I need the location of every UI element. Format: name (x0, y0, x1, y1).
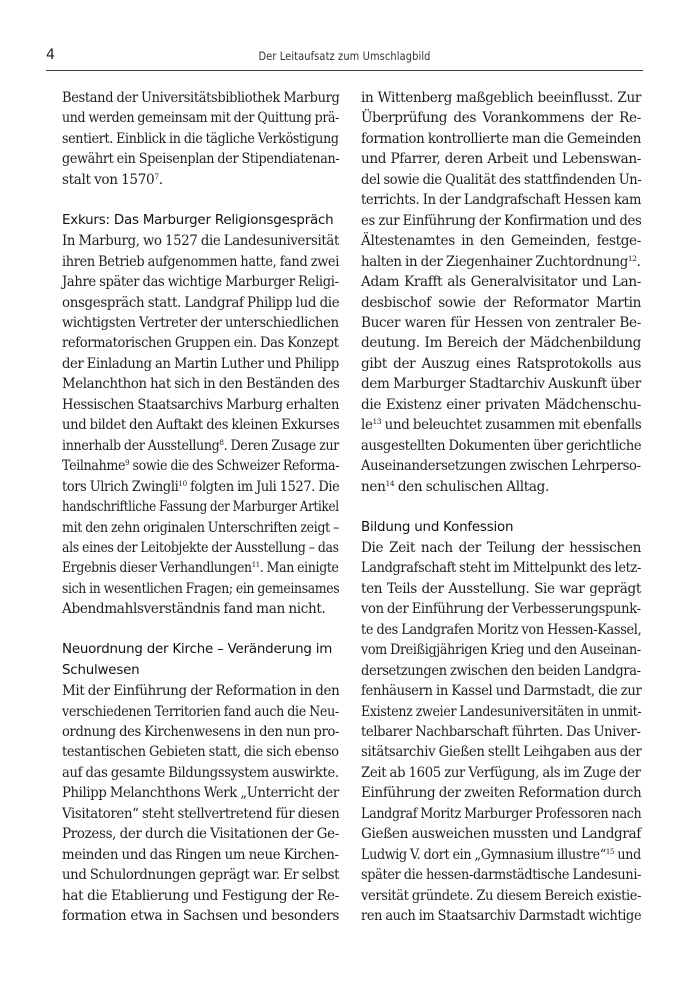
text-line: sich in wesentlichen Fragen; ein gemeinsames (62, 580, 340, 597)
text-line: ordnung des Kirchenwesens in den nun pro- (62, 724, 340, 741)
text-line: Prozess, der durch die Visitationen der Ge- (62, 826, 339, 843)
text-line: später die hessen-darmstädtische Landesuni- (361, 867, 642, 884)
text-segment: und (614, 846, 641, 863)
text-line (62, 558, 339, 578)
text-line: Jahre später das wichtige Marburger Religi- (62, 274, 339, 291)
text-line: telbarer Nachbarschaft führten. Das Univer- (361, 724, 641, 741)
text-segment: und beleuchtet zusammen mit ebenfalls (381, 417, 642, 434)
text-line: desbischof sowie der Reformator Martin (361, 294, 641, 311)
text-segment: Ergebnis dieser Verhandlungen (62, 560, 252, 577)
paragraph-gap (62, 190, 339, 210)
footnote-ref: 12 (627, 253, 637, 263)
text-segment: nen (361, 478, 386, 495)
text-line: gibt der Auszug eines Ratsprotokolls aus (361, 355, 641, 372)
text-line (62, 170, 339, 190)
text-line (361, 477, 641, 497)
text-line: Mit der Einführung der Reformation in den (62, 683, 340, 700)
text-line: Landgraf Moritz Marburger Professoren nach (361, 805, 642, 822)
text-segment: folgten im Juli 1527. Die (186, 478, 340, 495)
text-line: mit den zehn originalen Unterschriften zeigt – (62, 519, 340, 536)
text-line: vom Dreißigjährigen Krieg und den Auseinan- (361, 642, 641, 659)
text-line: Auseinandersetzungen zwischen Lehrperso- (361, 458, 641, 475)
text-segment: . (636, 253, 641, 270)
text-line: dem Marburger Stadtarchiv Auskunft über (361, 376, 641, 393)
text-line: ihren Betrieb aufgenommen hatte, fand zwei (62, 253, 339, 270)
text-line: handschriftliche Fassung der Marburger Artikel (62, 499, 339, 516)
section-heading: Schulwesen (62, 662, 140, 678)
text-line: auf das gesamte Bildungssystem auswirkte. (62, 764, 339, 781)
footnote-ref: 10 (178, 478, 187, 488)
footnote-ref: 7 (154, 171, 159, 181)
page-number: 4 (46, 47, 55, 63)
text-line: meinden und das Ringen um neue Kirchen- (62, 846, 339, 863)
section-heading: Neuordnung der Kirche – Veränderung im (62, 642, 333, 658)
text-line: te des Landgrafen Moritz von Hessen-Kassel, (361, 621, 642, 638)
text-line: In Marburg, wo 1527 die Landesuniversität (62, 233, 339, 250)
text-line: Adam Krafft als Generalvisitator und Lan- (361, 274, 641, 291)
text-line: verschiedenen Territorien fand auch die Neu- (62, 703, 339, 720)
text-line: Bucer waren für Hessen von zentraler Be- (361, 314, 641, 331)
text-segment: Ludwig V. dort ein „Gymnasium illustre“ (361, 846, 606, 863)
footnote-ref: 9 (125, 458, 130, 468)
paragraph-gap (361, 497, 641, 517)
text-line: es zur Einführung der Konfirmation und des (361, 212, 642, 229)
text-line: Gießen ausweichen mussten und Landgraf (361, 826, 641, 843)
text-line: von der Einführung der Verbesserungspunk- (361, 601, 641, 618)
text-line: als eines der Leitobjekte der Ausstellung – das (62, 539, 339, 556)
left-column (62, 88, 339, 927)
text-segment: . Man einigte (259, 560, 339, 577)
text-segment: innerhalb der Ausstellung (62, 437, 220, 454)
text-line: Überprüfung des Vorankommens der Re- (361, 110, 641, 127)
text-line: der Einladung an Martin Luther und Philipp (62, 355, 339, 372)
text-line: fenhäusern in Kassel und Darmstadt, die zur (361, 683, 642, 700)
text-line: Abendmahlsverständnis fand man nicht. (62, 601, 326, 618)
text-line: in Wittenberg maßgeblich beeinflusst. Zur (361, 90, 641, 106)
text-line: onsgespräch statt. Landgraf Philipp lud die (62, 294, 340, 311)
running-head: Der Leitaufsatz zum Umschlagbild (258, 49, 431, 63)
text-line: Hessischen Staatsarchivs Marburg erhalten (62, 396, 340, 413)
text-line: und bildet den Auftakt des kleinen Exkurses (62, 417, 340, 434)
text-line (361, 845, 641, 865)
text-line: sitätsarchiv Gießen stellt Leihgaben aus der (361, 744, 642, 761)
text-line: Einführung der zweiten Reformation durch (361, 785, 642, 802)
text-line: formation etwa in Sachsen und besonders (62, 908, 339, 925)
text-line: ausgestellten Dokumenten über gerichtliche (361, 437, 642, 454)
text-line: Melanchthon hat sich in den Beständen des (62, 376, 340, 393)
header-rule (46, 70, 643, 72)
text-line (62, 456, 339, 476)
text-segment: den schulischen Alltag. (394, 478, 549, 495)
text-line: wichtigsten Vertreter der unterschiedlichen (62, 314, 339, 331)
text-line: Philipp Melanchthons Werk „Unterricht der (62, 785, 339, 802)
footnote-ref: 13 (372, 417, 382, 427)
text-line: ren auch im Staatsarchiv Darmstadt wichtige (361, 908, 642, 925)
text-line: sentiert. Einblick in die tägliche Verköstigung (62, 130, 339, 147)
text-line: Landgrafschaft steht im Mittelpunkt des letz- (361, 560, 641, 577)
text-segment: halten in der Ziegenhainer Zuchtordnung (361, 253, 628, 270)
text-line: Bestand der Universitätsbibliothek Marburg (62, 90, 340, 106)
text-line: reformatorischen Gruppen ein. Das Konzept (62, 335, 339, 352)
text-line: gewährt ein Speisenplan der Stipendiatenan- (62, 151, 340, 168)
section-heading: Bildung und Konfession (361, 519, 514, 535)
text-line: Die Zeit nach der Teilung der hessischen (361, 539, 641, 556)
text-line: die Existenz einer privaten Mädchenschu- (361, 396, 641, 413)
text-segment: . (158, 171, 163, 188)
text-segment: . Deren Zusage zur (223, 437, 339, 454)
text-line: Zeit ab 1605 zur Verfügung, als im Zuge der (361, 764, 641, 781)
section-heading: Exkurs: Das Marburger Religionsgespräch (62, 212, 334, 228)
footnote-ref: 14 (385, 478, 395, 488)
text-segment: tors Ulrich Zwingli (62, 478, 179, 495)
footnote-ref: 8 (219, 437, 224, 447)
text-line: dersetzungen zwischen den beiden Landgra- (361, 662, 641, 679)
text-segment: Teilnahme (62, 458, 126, 475)
text-line: und werden gemeinsam mit der Quittung prä- (62, 110, 340, 127)
text-segment: le (361, 417, 373, 434)
text-segment: stalt von 1570 (62, 171, 155, 188)
footnote-ref: 15 (605, 846, 615, 856)
text-line (62, 477, 339, 497)
text-line (361, 252, 641, 272)
footnote-ref: 11 (251, 560, 260, 570)
text-line: del sowie die Qualität des stattfindenden Un- (361, 171, 642, 188)
text-line: Visitatoren“ steht stellvertretend für diesen (62, 805, 340, 822)
text-line: und Schulordnungen geprägt war. Er selbst (62, 867, 340, 884)
text-line (361, 415, 641, 435)
text-line: Ältestenamtes in den Gemeinden, festge- (361, 233, 641, 250)
text-line (62, 436, 339, 456)
text-line: deutung. Im Bereich der Mädchenbildung (361, 335, 641, 352)
text-segment: sowie die des Schweizer Reforma- (129, 458, 340, 475)
text-line: formation kontrollierte man die Gemeinden (361, 130, 642, 147)
right-column (361, 88, 641, 927)
text-line: hat die Etablierung und Festigung der Re- (62, 887, 339, 904)
paragraph-gap (62, 620, 339, 640)
text-line: terrichts. In der Landgrafschaft Hessen kam (361, 192, 642, 209)
text-line: und Pfarrer, deren Arbeit und Lebenswan- (361, 151, 641, 168)
text-line: ten Teils der Ausstellung. Sie war geprägt (361, 580, 641, 597)
text-line: testantischen Gebieten statt, die sich ebenso (62, 744, 339, 761)
text-line: versität gründete. Zu diesem Bereich existie- (361, 887, 642, 904)
text-line: Existenz zweier Landesuniversitäten in unmit- (361, 703, 642, 720)
